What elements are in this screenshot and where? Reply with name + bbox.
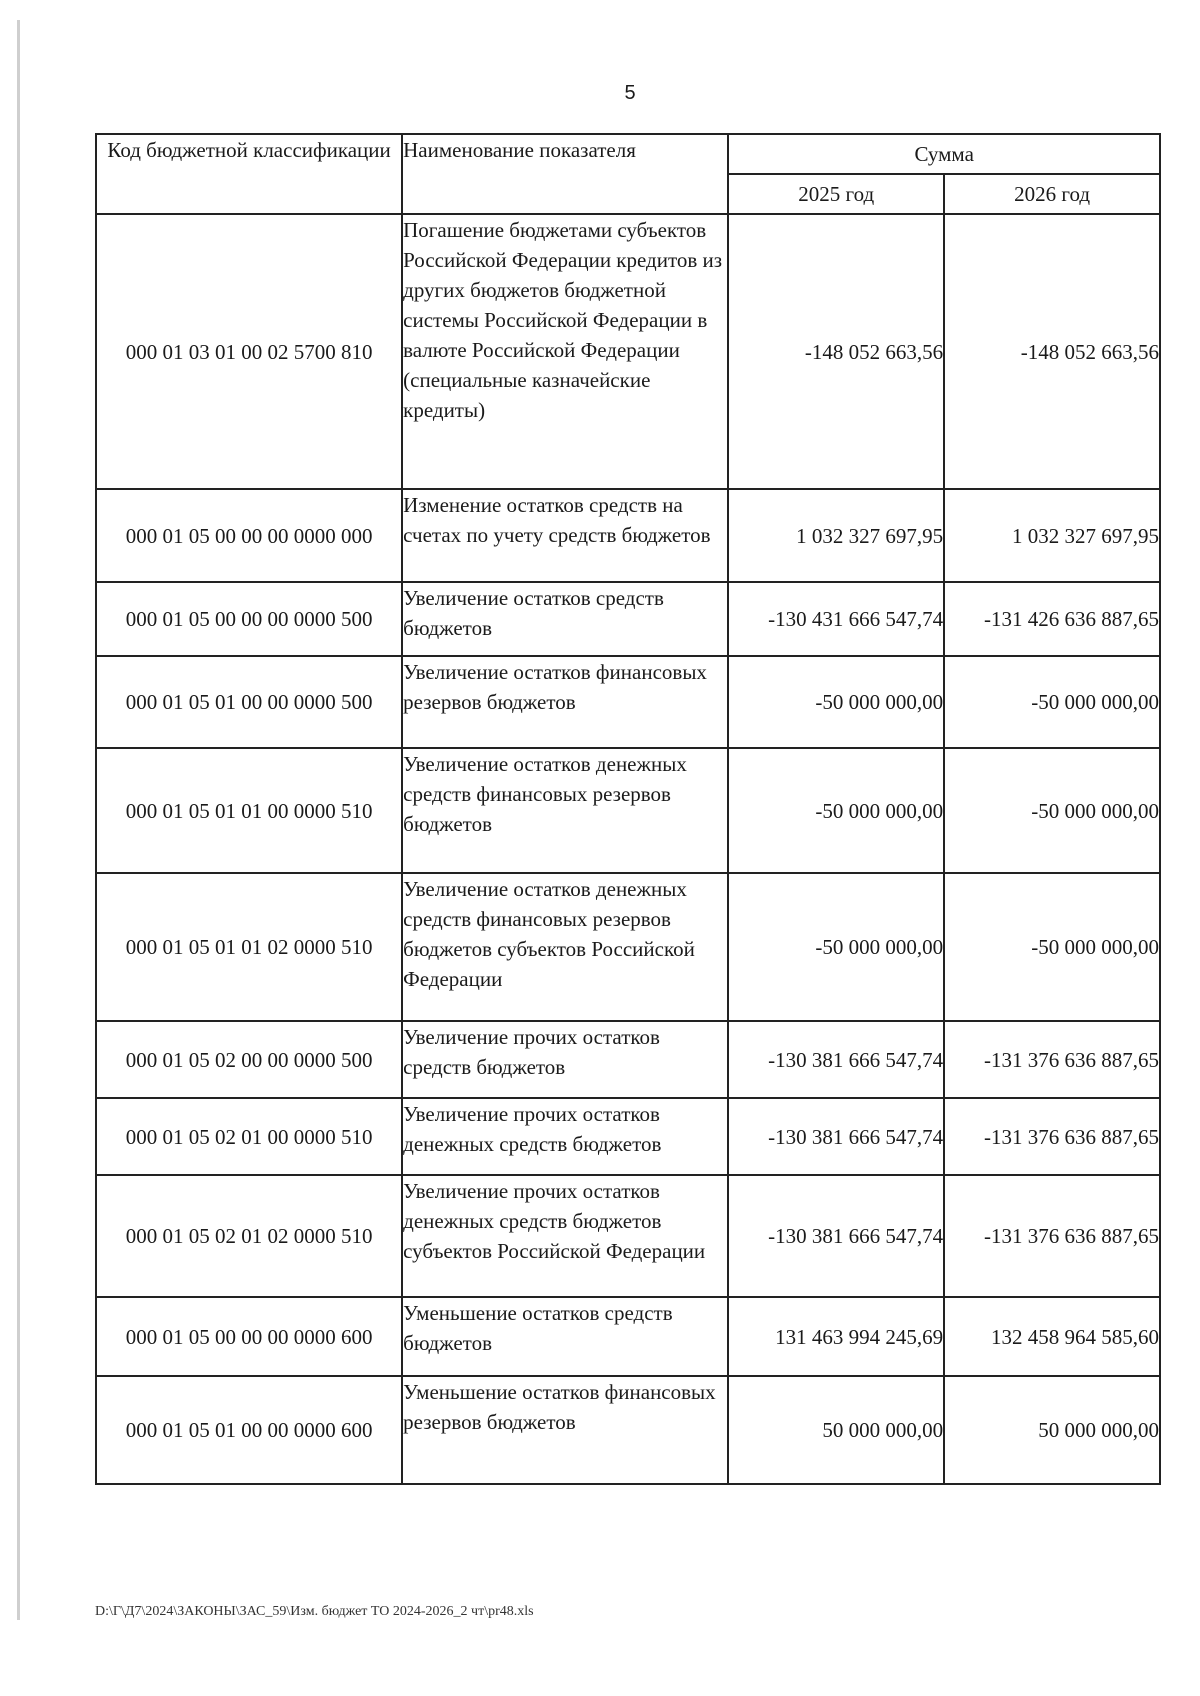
name-cell: Увеличение остатков средств бюджетов <box>402 582 728 656</box>
table-row <box>96 873 1160 1021</box>
code-cell: 000 01 05 01 00 00 0000 500 <box>96 656 402 748</box>
code-cell: 000 01 05 01 01 00 0000 510 <box>96 748 402 873</box>
page-number: 5 <box>624 82 636 104</box>
table-row <box>96 214 1160 489</box>
table-row <box>96 1376 1160 1484</box>
amount-2025-cell: -130 431 666 547,74 <box>728 582 944 656</box>
name-cell: Погашение бюджетами субъектов Российской Федерации кредитов из других бюджетов бюджетной системы Российской Федерации в валюте Российской Федерации (специальные казначейские кредиты) <box>402 214 728 489</box>
amount-2026-cell: -50 000 000,00 <box>944 656 1160 748</box>
name-cell: Уменьшение остатков финансовых резервов бюджетов <box>402 1376 728 1484</box>
amount-2025-cell: -130 381 666 547,74 <box>728 1098 944 1175</box>
amount-2025-cell: -50 000 000,00 <box>728 873 944 1021</box>
table-body <box>96 214 1160 1484</box>
amount-2026-cell: -131 376 636 887,65 <box>944 1175 1160 1297</box>
code-cell: 000 01 05 02 01 00 0000 510 <box>96 1098 402 1175</box>
code-cell: 000 01 05 00 00 00 0000 500 <box>96 582 402 656</box>
amount-2026-cell: -148 052 663,56 <box>944 214 1160 489</box>
file-path: D:\Г\Д7\2024\ЗАКОНЫ\ЗАС_59\Изм. бюджет ТО 2024-2026_2 чт\pr48.xls <box>95 1604 534 1619</box>
amount-2025-cell: 1 032 327 697,95 <box>728 489 944 582</box>
amount-2025-cell: 50 000 000,00 <box>728 1376 944 1484</box>
amount-2026-cell: 1 032 327 697,95 <box>944 489 1160 582</box>
amount-2026-cell: 132 458 964 585,60 <box>944 1297 1160 1376</box>
table-row <box>96 1098 1160 1175</box>
amount-2025-cell: -148 052 663,56 <box>728 214 944 489</box>
table-row <box>96 1175 1160 1297</box>
header-year-2026: 2026 год <box>944 174 1160 214</box>
header-sum: Сумма <box>728 134 1160 174</box>
amount-2025-cell: -130 381 666 547,74 <box>728 1175 944 1297</box>
amount-2026-cell: 50 000 000,00 <box>944 1376 1160 1484</box>
amount-2025-cell: 131 463 994 245,69 <box>728 1297 944 1376</box>
name-cell: Увеличение остатков денежных средств финансовых резервов бюджетов <box>402 748 728 873</box>
name-cell: Увеличение остатков финансовых резервов бюджетов <box>402 656 728 748</box>
amount-2026-cell: -50 000 000,00 <box>944 748 1160 873</box>
header-year-2025: 2025 год <box>728 174 944 214</box>
name-cell: Увеличение остатков денежных средств финансовых резервов бюджетов субъектов Российской Федерации <box>402 873 728 1021</box>
code-cell: 000 01 05 00 00 00 0000 600 <box>96 1297 402 1376</box>
name-cell: Уменьшение остатков средств бюджетов <box>402 1297 728 1376</box>
code-cell: 000 01 05 02 00 00 0000 500 <box>96 1021 402 1098</box>
amount-2025-cell: -130 381 666 547,74 <box>728 1021 944 1098</box>
amount-2026-cell: -131 376 636 887,65 <box>944 1021 1160 1098</box>
table-row <box>96 1021 1160 1098</box>
name-cell: Увеличение прочих остатков средств бюджетов <box>402 1021 728 1098</box>
amount-2025-cell: -50 000 000,00 <box>728 748 944 873</box>
amount-2026-cell: -131 376 636 887,65 <box>944 1098 1160 1175</box>
budget-table <box>95 133 1161 1485</box>
amount-2026-cell: -131 426 636 887,65 <box>944 582 1160 656</box>
header-name: Наименование показателя <box>402 134 728 214</box>
amount-2026-cell: -50 000 000,00 <box>944 873 1160 1021</box>
table-row <box>96 489 1160 582</box>
code-cell: 000 01 05 02 01 02 0000 510 <box>96 1175 402 1297</box>
code-cell: 000 01 05 01 01 02 0000 510 <box>96 873 402 1021</box>
name-cell: Увеличение прочих остатков денежных средств бюджетов субъектов Российской Федерации <box>402 1175 728 1297</box>
table-row <box>96 1297 1160 1376</box>
amount-2025-cell: -50 000 000,00 <box>728 656 944 748</box>
code-cell: 000 01 05 00 00 00 0000 000 <box>96 489 402 582</box>
name-cell: Увеличение прочих остатков денежных средств бюджетов <box>402 1098 728 1175</box>
code-cell: 000 01 05 01 00 00 0000 600 <box>96 1376 402 1484</box>
name-cell: Изменение остатков средств на счетах по учету средств бюджетов <box>402 489 728 582</box>
code-cell: 000 01 03 01 00 02 5700 810 <box>96 214 402 489</box>
table-row <box>96 582 1160 656</box>
table-row <box>96 656 1160 748</box>
table-row <box>96 748 1160 873</box>
scan-edge-line <box>17 20 20 1620</box>
header-code: Код бюджетной классификации <box>96 134 402 214</box>
